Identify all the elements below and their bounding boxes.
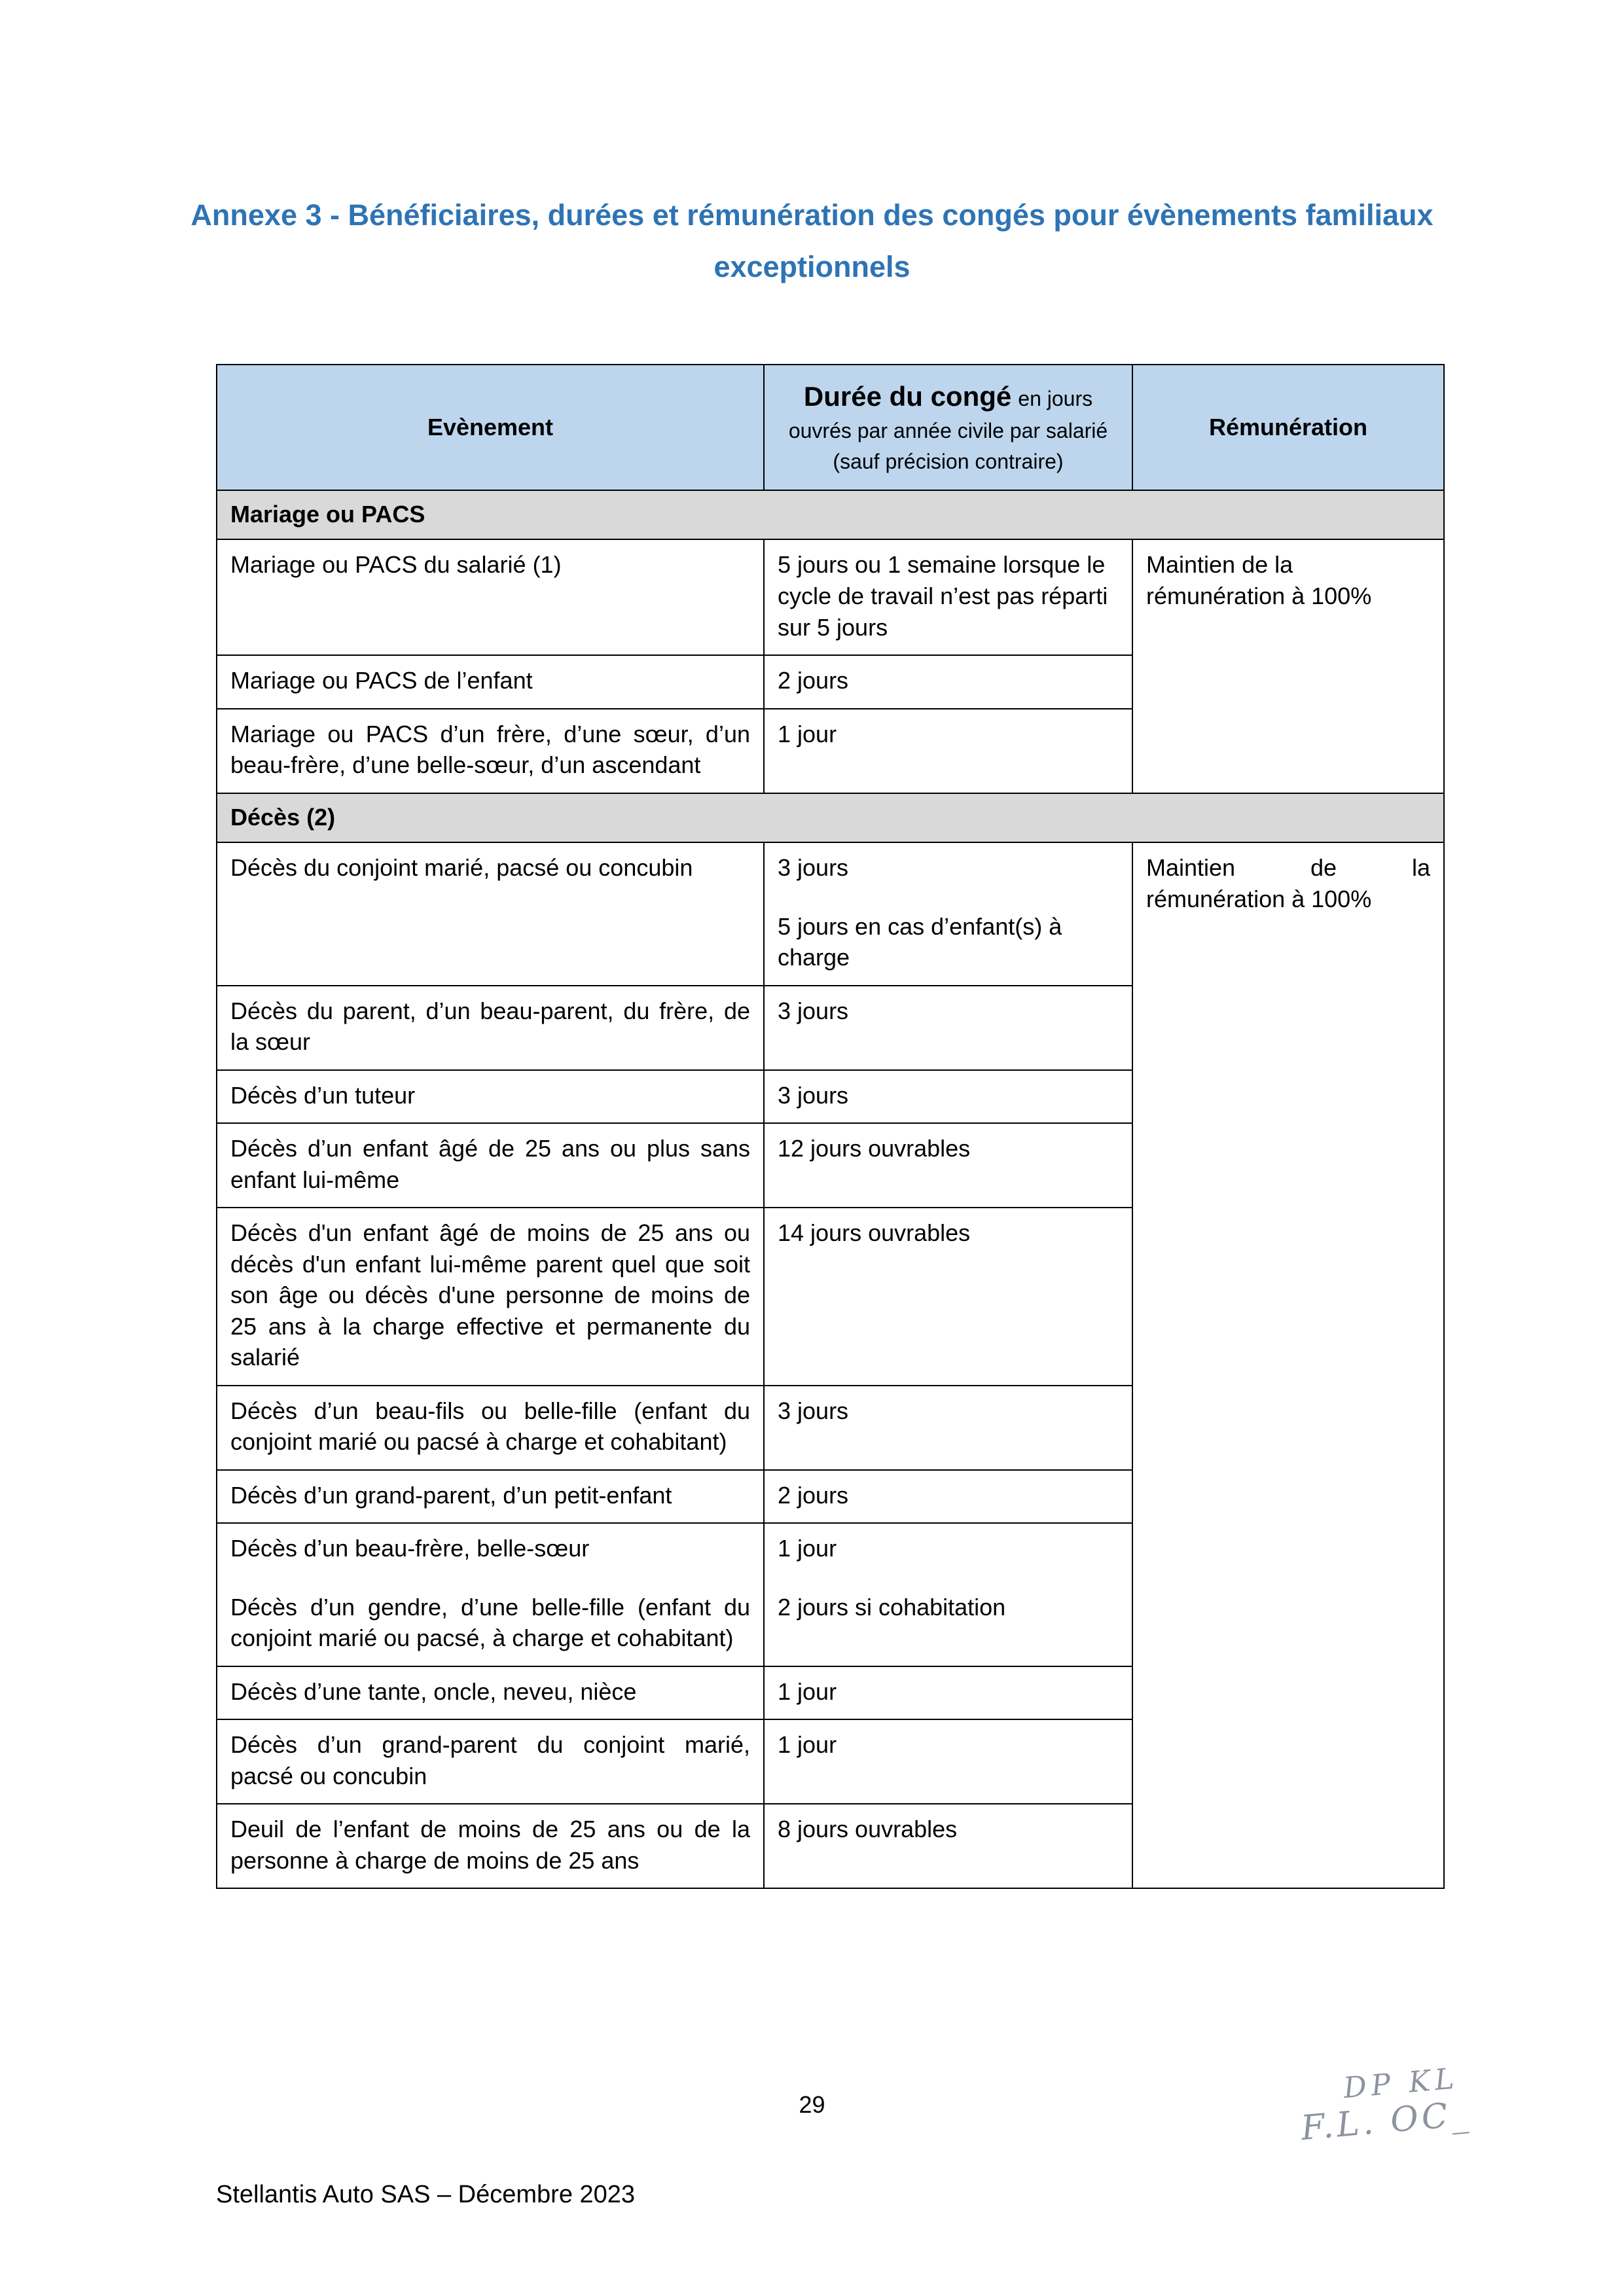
event-cell [217, 539, 764, 655]
event-text: Décès d’un beau-fils ou belle-fille (enfant du conjoint marié ou pacsé à charge et cohabitant) [230, 1397, 750, 1456]
duration-text: 1 jour [778, 1677, 837, 1705]
event-cell [217, 1666, 764, 1720]
duration-text: 3 jours [778, 997, 849, 1024]
duration-cell [764, 1070, 1132, 1124]
event-text: Décès du conjoint marié, pacsé ou concubin [230, 854, 693, 882]
duration-text: 1 jour [778, 720, 837, 747]
page-title-line2: exceptionnels [713, 249, 911, 283]
event-cell [217, 655, 764, 709]
event-text: Décès d’un beau-frère, belle-sœur [230, 1535, 590, 1562]
event-cell [217, 986, 764, 1070]
event-cell [217, 1804, 764, 1888]
event-text: Décès du parent, d’un beau-parent, du frère, de la sœur [230, 997, 750, 1056]
event-cell [217, 1123, 764, 1208]
event-text: Décès d’un enfant âgé de 25 ans ou plus sans enfant lui-même [230, 1135, 750, 1193]
duration-cell [764, 655, 1132, 709]
event-cell [217, 1070, 764, 1124]
column-header-remuneration: Rémunération [1132, 365, 1444, 490]
event-text: Mariage ou PACS d’un frère, d’une sœur, d’un beau-frère, d’une belle-sœur, d’un ascendant [230, 720, 750, 779]
event-text: Deuil de l’enfant de moins de 25 ans ou de la personne à charge de moins de 25 ans [230, 1816, 750, 1874]
handwritten-annotation [1297, 2061, 1473, 2148]
duration-cell [764, 1208, 1132, 1386]
duration-cell [764, 1123, 1132, 1208]
duration-cell [764, 709, 1132, 793]
table-row [217, 539, 1444, 655]
handwritten-line1: DP KL [1342, 2062, 1460, 2106]
duration-text: 2 jours [778, 667, 849, 694]
section-title-deces: Décès (2) [217, 793, 1444, 843]
duration-text: 1 jour [778, 1535, 837, 1562]
event-cell [217, 1719, 764, 1804]
column-header-event: Evènement [217, 365, 764, 490]
event-cell [217, 1208, 764, 1386]
event-text: Décès d’un gendre, d’une belle-fille (enfant du conjoint marié ou pacsé, à charge et cohabitant) [230, 1593, 750, 1652]
duration-cell [764, 1523, 1132, 1666]
event-text: Décès d'un enfant âgé de moins de 25 ans ou décès d'un enfant lui-même parent quel que soit son âge ou décès d'une personne de moins de 25 ans à la charge effective et permanente du salarié [230, 1219, 750, 1371]
duration-text: 2 jours [778, 1481, 849, 1509]
event-text: Décès d’un grand-parent, d’un petit-enfant [230, 1481, 672, 1509]
event-cell [217, 1386, 764, 1470]
duration-text: 14 jours ouvrables [778, 1219, 971, 1247]
duration-text: 5 jours en cas d’enfant(s) à charge [778, 912, 1062, 971]
page-number: 29 [799, 2091, 825, 2118]
event-text: Décès d’un grand-parent du conjoint marié, pacsé ou concubin [230, 1731, 750, 1789]
duration-cell [764, 1386, 1132, 1470]
duration-text: 3 jours [778, 854, 849, 882]
event-cell [217, 842, 764, 986]
event-cell [217, 709, 764, 793]
duration-cell [764, 1470, 1132, 1524]
duration-text: 3 jours [778, 1081, 849, 1109]
column-header-duration [764, 365, 1132, 490]
remuneration-cell-mariage: Maintien de la rémunération à 100% [1132, 539, 1444, 793]
event-cell [217, 1470, 764, 1524]
duration-text: 2 jours si cohabitation [778, 1593, 1006, 1621]
duration-header-title: Durée du congé [803, 380, 1012, 412]
leave-events-table [216, 364, 1445, 1890]
page-title-line1: Annexe 3 - Bénéficiaires, durées et rémunération des congés pour évènements familiaux [190, 198, 1434, 232]
footer-text: Stellantis Auto SAS – Décembre 2023 [216, 2181, 636, 2208]
duration-cell [764, 539, 1132, 655]
event-text: Décès d’un tuteur [230, 1081, 416, 1109]
event-cell [217, 1523, 764, 1666]
event-text: Mariage ou PACS du salarié (1) [230, 551, 562, 579]
section-row-deces [217, 793, 1444, 843]
duration-text: 12 jours ouvrables [778, 1135, 971, 1162]
section-title-mariage: Mariage ou PACS [217, 490, 1444, 540]
duration-header-note: en jours ouvrés par année civile par salarié (sauf précision contraire) [788, 386, 1108, 474]
remuneration-cell-deces: Maintien de la rémunération à 100% [1132, 842, 1444, 1888]
table-row [217, 842, 1444, 986]
duration-text: 1 jour [778, 1731, 837, 1759]
event-text: Mariage ou PACS de l’enfant [230, 667, 533, 694]
handwritten-line2: F.L. OC_ [1299, 2094, 1473, 2149]
event-text: Décès d’une tante, oncle, neveu, nièce [230, 1677, 637, 1705]
duration-cell [764, 1804, 1132, 1888]
table-header-row [217, 365, 1444, 490]
duration-text: 3 jours [778, 1397, 849, 1424]
duration-cell [764, 842, 1132, 986]
duration-cell [764, 986, 1132, 1070]
duration-cell [764, 1666, 1132, 1720]
section-row-mariage [217, 490, 1444, 540]
duration-cell [764, 1719, 1132, 1804]
duration-text: 8 jours ouvrables [778, 1816, 958, 1843]
page-title [0, 0, 1624, 293]
duration-text: 5 jours ou 1 semaine lorsque le cycle de travail n’est pas réparti sur 5 jours [778, 551, 1108, 641]
